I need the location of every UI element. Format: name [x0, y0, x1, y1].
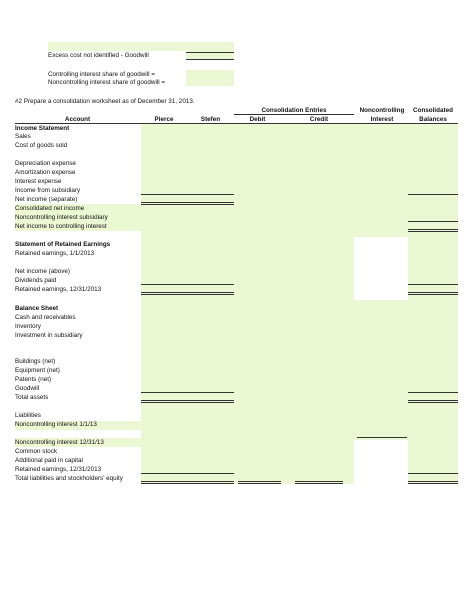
header-credit: Credit — [309, 116, 329, 123]
header-account: Account — [64, 116, 91, 123]
row-ni-above: Net income (above) — [15, 268, 70, 275]
row-re-end: Retained earnings, 12/31/2013 — [15, 286, 102, 293]
row-ni-controlling: Net income to controlling interest — [15, 223, 107, 230]
header-balances: Balances — [419, 116, 447, 123]
instruction-text: #2 Prepare a consolidation worksheet as of December 31, 2013. — [15, 98, 195, 105]
noncontrolling-column-top[interactable] — [354, 124, 408, 237]
dbl-rule-ni-controlling — [408, 229, 458, 232]
row-net-income-separate: Net income (separate) — [15, 196, 78, 203]
income-statement-heading: Income Statement — [15, 125, 70, 132]
header-pierce: Pierce — [154, 116, 174, 123]
row-nci-subsidiary: Noncontrolling interest subsidiary — [15, 214, 108, 221]
dbl-rule-total-le-debit — [238, 481, 281, 484]
pierce-stefen-column[interactable] — [141, 124, 234, 484]
row-investment: Investment in subsidiary — [15, 332, 83, 339]
rule-re-end-2 — [141, 473, 234, 474]
row-re-start: Retained earnings, 1/1/2013 — [15, 250, 95, 257]
row-consolidated-net-income: Consolidated net income — [15, 205, 85, 212]
dbl-rule-total-assets-cons — [408, 400, 458, 403]
row-income-from-subsidiary: Income from subsidiary — [15, 187, 81, 194]
entries-column[interactable] — [234, 124, 354, 484]
rule-goodwill — [141, 392, 234, 393]
row-goodwill: Goodwill — [15, 385, 40, 392]
rule-nci-subsidiary — [408, 221, 458, 222]
row-buildings: Buildings (net) — [15, 358, 56, 365]
consolidated-column[interactable] — [408, 124, 458, 484]
dbl-rule-re-end — [141, 292, 234, 295]
row-amortization: Amortization expense — [15, 169, 76, 176]
row-interest-expense: Interest expense — [15, 178, 62, 185]
row-common-stock: Common stock — [15, 448, 57, 455]
header-debit: Debit — [249, 116, 266, 123]
goodwill-underline-2 — [186, 59, 234, 60]
rule-re-end-2-cons — [408, 473, 458, 474]
noncontrolling-column-mid[interactable] — [354, 300, 408, 440]
row-dividends: Dividends paid — [15, 277, 57, 284]
row-inventory: Inventory — [15, 323, 41, 330]
controlling-goodwill-input[interactable] — [186, 70, 234, 86]
row-nci-start: Noncontrolling interest 1/1/13 — [15, 421, 97, 428]
header-interest: Interest — [370, 116, 394, 123]
header-noncontrolling: Noncontrolling — [359, 107, 405, 114]
dbl-rule-total-le-credit — [295, 481, 343, 484]
dbl-rule-total-le — [141, 481, 234, 484]
dbl-rule-total-le-cons — [408, 481, 458, 484]
noncontrolling-goodwill-label: Noncontrolling interest share of goodwill = — [48, 79, 166, 86]
rule-income-sub-cons — [408, 194, 458, 195]
row-equipment: Equipment (net) — [15, 367, 60, 374]
row-total-le: Total liabilities and stockholders' equity — [15, 475, 123, 482]
controlling-goodwill-label: Controlling interest share of goodwill = — [48, 71, 155, 78]
header-consolidated: Consolidated — [413, 107, 453, 114]
row-total-assets: Total assets — [15, 394, 49, 401]
dbl-rule-re-end-cons — [408, 292, 458, 295]
consolidation-entries-rule — [234, 114, 354, 115]
row-apic: Additional paid in capital — [15, 457, 83, 464]
goodwill-label: Excess cost not identified - Goodwill — [48, 52, 149, 59]
row-re-end-2: Retained earnings, 12/31/2013 — [15, 466, 102, 473]
rule-goodwill-cons — [408, 392, 458, 393]
header-consolidation-entries: Consolidation Entries — [261, 107, 327, 114]
goodwill-underline — [186, 52, 234, 53]
dbl-rule-total-assets — [141, 400, 234, 403]
rule-nci-column — [357, 437, 407, 438]
row-cogs: Cost of goods sold — [15, 142, 68, 149]
rule-dividends-cons — [408, 284, 458, 285]
rule-dividends — [141, 284, 234, 285]
row-patents: Patents (net) — [15, 376, 52, 383]
row-cash: Cash and receivables — [15, 314, 76, 321]
row-nci-end: Noncontrolling interest 12/31/13 — [15, 439, 104, 446]
rule-income-sub — [141, 194, 234, 195]
balance-sheet-heading: Balance Sheet — [15, 305, 59, 312]
row-sales: Sales — [15, 133, 31, 140]
row-depreciation: Depreciation expense — [15, 160, 76, 167]
row-liabilities: Liabilities — [15, 412, 41, 419]
retained-earnings-heading: Statement of Retained Earnings — [15, 241, 111, 248]
dbl-rule-net-income — [141, 202, 234, 205]
header-stefen: Stefen — [200, 116, 221, 123]
